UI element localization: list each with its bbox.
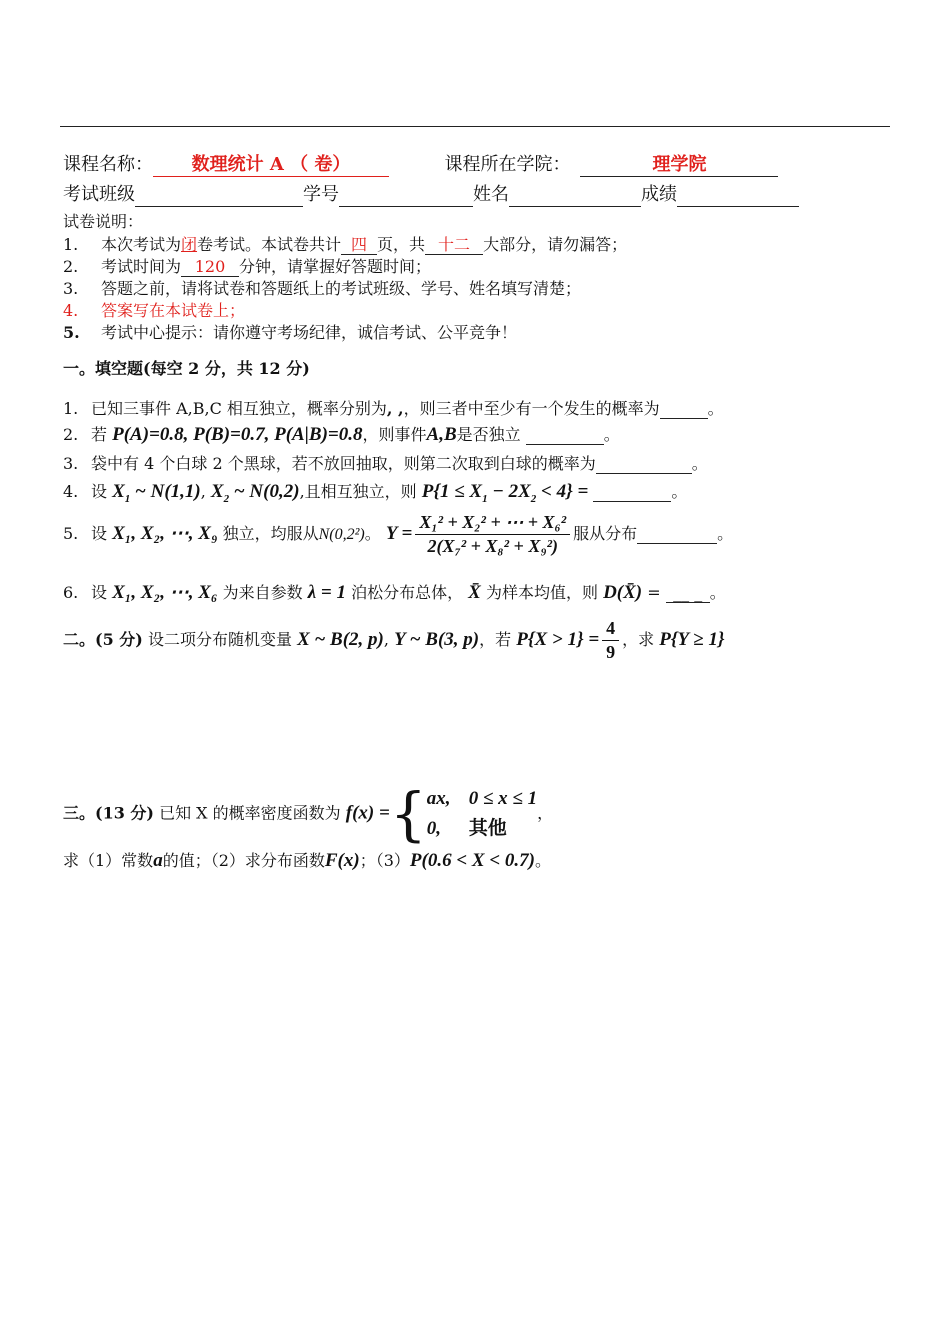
section-2: 二。(5 分) 设二项分布随机变量 X ~ B(2, p), Y ~ B(3, p)，若 P{X > 1} = $\frac{4}{9}$ ，求 P{Y ≥ 1} (63, 618, 725, 662)
section-3: 三。(13 分) 已知 X 的概率密度函数为 f(x) ={ ax, 0 ≤ x ≤ 1 0, 其他 ， (63, 780, 554, 848)
instruction-item: 5. 考试中心提示：请你遵守考场纪律，诚信考试、公平竞争！ (63, 323, 518, 342)
instruction-item: 4. 答案写在本试卷上； (63, 301, 246, 320)
question-3: 3. 袋中有 4 个白球 2 个黑球，若不放回抽取，则第二次取到白球的概率为 。 (63, 454, 708, 473)
score-field[interactable] (677, 185, 799, 207)
instructions-title: 试卷说明： (63, 212, 144, 231)
answer-blank[interactable] (593, 483, 671, 502)
course-value: 数理统计 A （ 卷） (153, 155, 389, 177)
answer-blank[interactable] (596, 455, 692, 474)
exam-minutes: 120 (181, 258, 239, 277)
score-label: 成绩 (641, 184, 677, 205)
school-value: 理学院 (580, 155, 778, 177)
course-label: 课程名称： (63, 154, 153, 175)
answer-blank[interactable] (526, 426, 604, 445)
question-4: 4. 设 $X_1$ ~ N(1,1), $X_2$ ~ N(0,2),且相互独立，则 $P\{1 \le X_1 - 2X_2 < 4\}$ = 。 (63, 481, 688, 505)
student-info-line (63, 180, 799, 207)
class-field[interactable] (135, 185, 303, 207)
question-1: 1. 已知三事件 A,B,C 相互独立，概率分别为, ,，则三者中至少有一个发生的概率为 。 (63, 399, 724, 418)
header-rule (60, 126, 890, 127)
name-field[interactable] (509, 185, 641, 207)
class-label: 考试班级 (63, 184, 135, 205)
section-2-fraction: $\frac{4}{9}$ (602, 618, 619, 663)
question-5: 5. 设 X₁, X₂, ⋯, X₉ 独立，均服从N(0,2²)。 Y = $\frac{\text{X₁² + X₂² + ⋯ + X₆²}}{\text{2(X₇² + X₈² + X₉²)}}$ 服从分布 。 (63, 512, 734, 556)
q2-formula: P(A)=0.8, P(B)=0.7, P(A|B)=0.8 (112, 424, 363, 445)
question-2: 2. 若 P(A)=0.8, P(B)=0.7, P(A|B)=0.8，则事件A,B是否独立 。 (63, 424, 620, 445)
answer-blank[interactable] (660, 400, 708, 419)
section-2-title: 二。(5 分) (63, 630, 143, 650)
name-label: 姓名 (473, 184, 509, 205)
part-count: 十二 (425, 236, 483, 255)
id-field[interactable] (339, 185, 473, 207)
course-line (63, 150, 778, 177)
question-6: 6. 设 X₁, X₂, ⋯, X₆ 为来自参数 λ = 1 泊松分布总体， X̄ 为样本均值，则 D(X̄) = __ _ 。 (63, 582, 726, 603)
q5-fraction: $\frac{\text{X₁² + X₂² + ⋯ + X₆²}}{\text{2(X₇² + X₈² + X₉²)}}$ (415, 512, 570, 557)
instruction-item: 1. 本次考试为闭卷考试。本试卷共计 四 页，共 十二 大部分，请勿漏答； (63, 235, 628, 254)
page-count: 四 (341, 236, 377, 255)
school-label: 课程所在学院： (444, 154, 571, 175)
instruction-item: 3. 答题之前，请将试卷和答题纸上的考试班级、学号、姓名填写清楚； (63, 279, 582, 298)
instruction-item: 2. 考试时间为 120 分钟，请掌握好答题时间； (63, 257, 432, 276)
answer-blank[interactable] (637, 525, 717, 544)
section-1-title: 一。填空题(每空 2 分，共 12 分) (63, 359, 310, 378)
section-3-questions: 求（1）常数a的值；（2）求分布函数F(x)；（3）P(0.6 < X < 0.7)。 (63, 850, 551, 871)
id-label: 学号 (303, 184, 339, 205)
answer-blank[interactable]: __ _ (666, 584, 710, 603)
section-3-title: 三。(13 分) (63, 803, 154, 823)
closed-book-mark: 闭 (181, 235, 198, 254)
piecewise-function: { ax, 0 ≤ x ≤ 1 0, 其他 (389, 780, 538, 848)
